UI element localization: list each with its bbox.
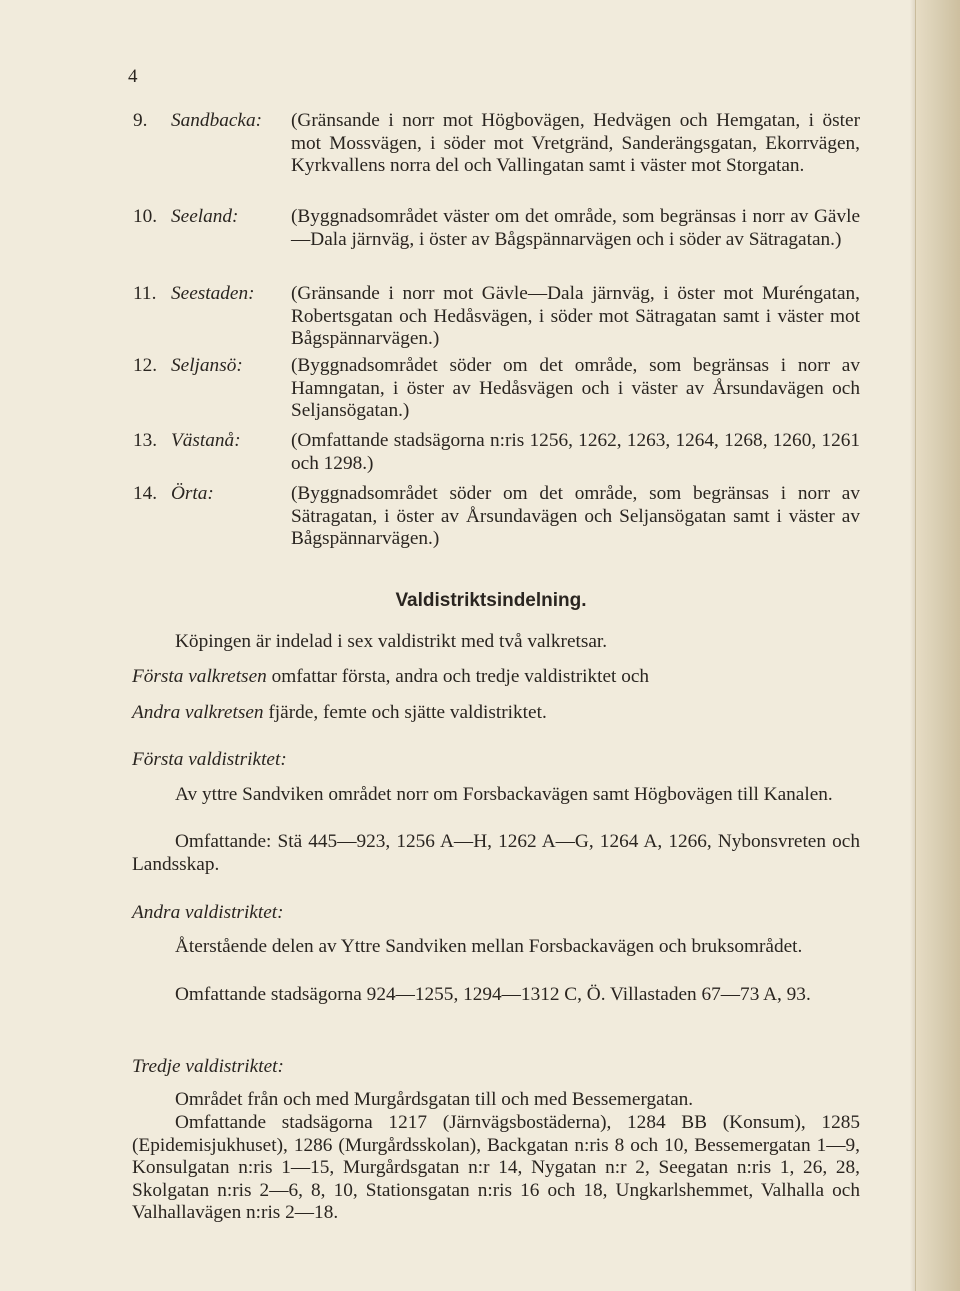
valdistrikt-3-label: Tredje valdistriktet: xyxy=(132,1056,284,1077)
paragraph-text: Omfattande stadsägorna 1217 (Järnvägsbostäderna), 1284 BB (Konsum), 1285 (Epidemisjukhuset), 1286 (Murgårdsskolan), Backgatan n:ris 8 och 10, Bessemergatan 1—9, Konsulgatan n:ris 1—15, Murgårdsgatan n:r 14, Nygatan n:r 2, Seegatan n:ris 1, 26, 28, Skolgatan n:ris 2—6, 8, 10, Stationsgatan n:ris 16 och 18, Ungkarlshemmet, Valhalla och Valhallavägen n:ris 2—18. xyxy=(132,1112,860,1223)
entry-number: 12. xyxy=(133,355,158,376)
valkrets-text: omfattar första, andra och tredje valdistriktet och xyxy=(271,666,650,687)
entry-number: 14. xyxy=(133,483,158,504)
paragraph-text: Omfattande stadsägorna 924—1255, 1294—1312 C, Ö. Villastaden 67—73 A, 93. xyxy=(175,984,811,1005)
paragraph-text: Omfattande: Stä 445—923, 1256 A—H, 1262 A—G, 1264 A, 1266, Nybonsvreten och Landsskap. xyxy=(132,831,860,875)
entry-description: (Gränsande i norr mot Gävle—Dala järnväg, i öster mot Muréngatan, Robertsgatan och Hedåsvägen, i söder mot Sätragatan samt i väster mot Bågspännarvägen.) xyxy=(291,283,860,349)
page-number: 4 xyxy=(128,66,138,87)
paragraph-text: Av yttre Sandviken området norr om Forsbackavägen samt Högbovägen till Kanalen. xyxy=(175,784,833,805)
entry-name: Västanå: xyxy=(171,430,241,451)
valdistrikt-2-para-2 xyxy=(132,984,860,1007)
valdistrikt-2-para-1 xyxy=(132,936,860,959)
entry-description: (Byggnadsområdet söder om det område, som begränsas i norr av Hamngatan, i öster av Hedåsvägen och i väster av Årsundavägen och Seljansögatan.) xyxy=(291,355,860,421)
valkrets-2 xyxy=(132,702,547,725)
entry-name: Örta: xyxy=(171,483,214,504)
intro-text: Köpingen är indelad i sex valdistrikt med två valkretsar. xyxy=(175,631,608,652)
entry-number: 11. xyxy=(133,283,157,304)
paragraph-text: Området från och med Murgårdsgatan till och med Bessemergatan. xyxy=(175,1089,694,1110)
valkrets-1 xyxy=(132,666,649,689)
valdistrikt-1-para-2 xyxy=(132,831,860,876)
valdistrikt-3-para-1 xyxy=(132,1089,860,1112)
entry-number: 10. xyxy=(133,206,158,227)
valdistrikt-2-label: Andra valdistriktet: xyxy=(132,902,284,923)
adjacent-page-edge xyxy=(915,0,960,1291)
entry-name: Seljansö: xyxy=(171,355,243,376)
entry-number: 9. xyxy=(133,110,148,131)
entry-number: 13. xyxy=(133,430,158,451)
entry-description: (Byggnadsområdet väster om det område, som begränsas i norr av Gävle—Dala järnväg, i öster av Bågspännarvägen och i söder av Sätragatan.) xyxy=(291,206,860,250)
entry-description: (Gränsande i norr mot Högbovägen, Hedvägen och Hemgatan, i öster mot Mossvägen, i söder mot Vretgränd, Sanderängsgatan, Ekorrvägen, Kyrkvallens norra del och Vallingatan samt i väster mot Storgatan. xyxy=(291,110,860,176)
entry-name: Sandbacka: xyxy=(171,110,263,131)
valdistrikt-1-para-1 xyxy=(132,784,860,807)
entry-name: Seeland: xyxy=(171,206,239,227)
paragraph-text: Återstående delen av Yttre Sandviken mellan Forsbackavägen och bruksområdet. xyxy=(175,936,803,957)
valdistrikt-1-label: Första valdistriktet: xyxy=(132,749,287,770)
valdistrikt-3-para-2 xyxy=(132,1112,860,1225)
valkrets-label: Andra valkretsen xyxy=(132,702,264,723)
valkrets-label: Första valkretsen xyxy=(132,666,267,687)
entry-description: (Byggnadsområdet söder om det område, som begränsas i norr av Sätragatan, i öster av Årsundavägen och Seljansögatan samt i väster av Bågspännarvägen.) xyxy=(291,483,860,549)
entry-name: Seestaden: xyxy=(171,283,255,304)
valkrets-text: fjärde, femte och sjätte valdistriktet. xyxy=(268,702,547,723)
section-heading: Valdistriktsindelning. xyxy=(395,590,587,611)
entry-description: (Omfattande stadsägorna n:ris 1256, 1262, 1263, 1264, 1268, 1260, 1261 och 1298.) xyxy=(291,430,860,474)
